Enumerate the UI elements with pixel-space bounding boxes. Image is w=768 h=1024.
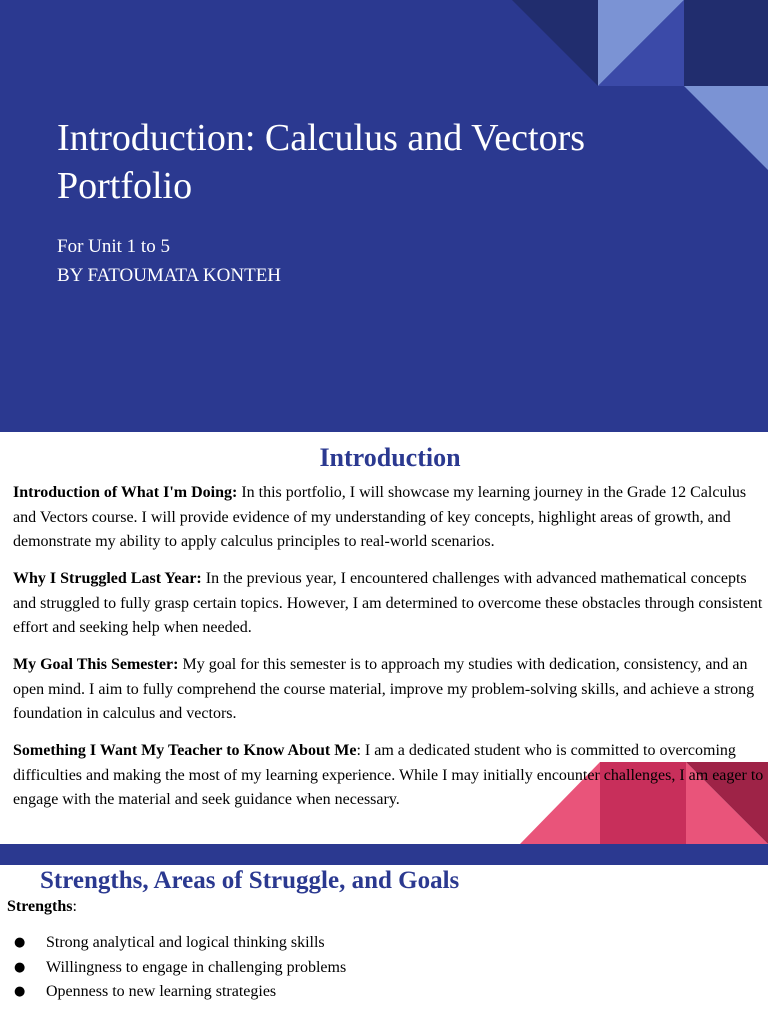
- strengths-label-colon: :: [72, 898, 77, 915]
- presentation-subtitle: [57, 232, 281, 290]
- strengths-heading: Strengths, Areas of Struggle, and Goals: [40, 867, 460, 894]
- title-line-2: Portfolio: [57, 165, 193, 207]
- subtitle-author: BY FATOUMATA KONTEH: [57, 265, 282, 286]
- strengths-list: [0, 931, 346, 1005]
- list-item: [0, 956, 346, 981]
- paragraph-label: Why I Struggled Last Year:: [13, 570, 202, 587]
- deco-dark-triangle-left: [512, 0, 598, 86]
- title-line-1: Introduction: Calculus and Vectors: [57, 117, 586, 159]
- subtitle-units: For Unit 1 to 5: [57, 236, 170, 257]
- list-item: [0, 980, 346, 1005]
- paragraph-label: My Goal This Semester:: [13, 656, 179, 673]
- list-item-text: Willingness to engage in challenging problems: [46, 958, 347, 976]
- paragraph-text: My goal for this semester is to approach my studies with dedication, consistency, and an open mind. I aim to fully comprehend the course material, improve my problem-solving skills, and achieve a strong foundation in calculus and vectors.: [13, 656, 755, 722]
- introduction-heading: Introduction: [319, 443, 461, 472]
- bullet-icon: ●: [14, 984, 26, 999]
- slide-divider-bar: [0, 844, 768, 865]
- strengths-slide: [0, 865, 768, 1024]
- presentation-title: [57, 114, 677, 210]
- deco-light-lower-triangle: [684, 86, 768, 170]
- list-item-text: Strong analytical and logical thinking skills: [46, 934, 325, 951]
- paragraph-teacher-know: [13, 739, 765, 813]
- bullet-icon: ●: [14, 959, 26, 975]
- paragraph-text: In the previous year, I encountered challenges with advanced mathematical concepts and struggled to fully grasp certain topics. However, I am determined to overcome these obstacles through consistent effort and seeking help when needed.: [13, 570, 763, 636]
- introduction-slide: [0, 432, 768, 844]
- strengths-label-text: Strengths: [7, 898, 73, 915]
- title-slide: [0, 0, 768, 432]
- deco-dark-square: [684, 0, 768, 86]
- corner-decoration: [0, 0, 768, 432]
- paragraph-struggled-last-year: [13, 567, 765, 641]
- paragraph-goal-this-semester: [13, 653, 765, 727]
- strengths-label: [7, 898, 77, 916]
- paragraph-what-im-doing: [13, 481, 765, 555]
- paragraph-label: Something I Want My Teacher to Know About Me: [13, 742, 357, 759]
- bullet-icon: ●: [14, 935, 26, 950]
- list-item-text: Openness to new learning strategies: [46, 983, 277, 1000]
- paragraph-label: Introduction of What I'm Doing:: [13, 484, 238, 501]
- paragraph-text: : I am a dedicated student who is committed to overcoming difficulties and making the most of my learning experience. While I may initially encounter challenges, I am eager to engage with the material and seek guidance when necessary.: [13, 742, 764, 808]
- paragraph-text: In this portfolio, I will showcase my learning journey in the Grade 12 Calculus and Vectors course. I will provide evidence of my understanding of key concepts, highlight areas of growth, and demonstrate my ability to apply calculus principles to real-world scenarios.: [13, 484, 747, 550]
- list-item: [0, 931, 346, 956]
